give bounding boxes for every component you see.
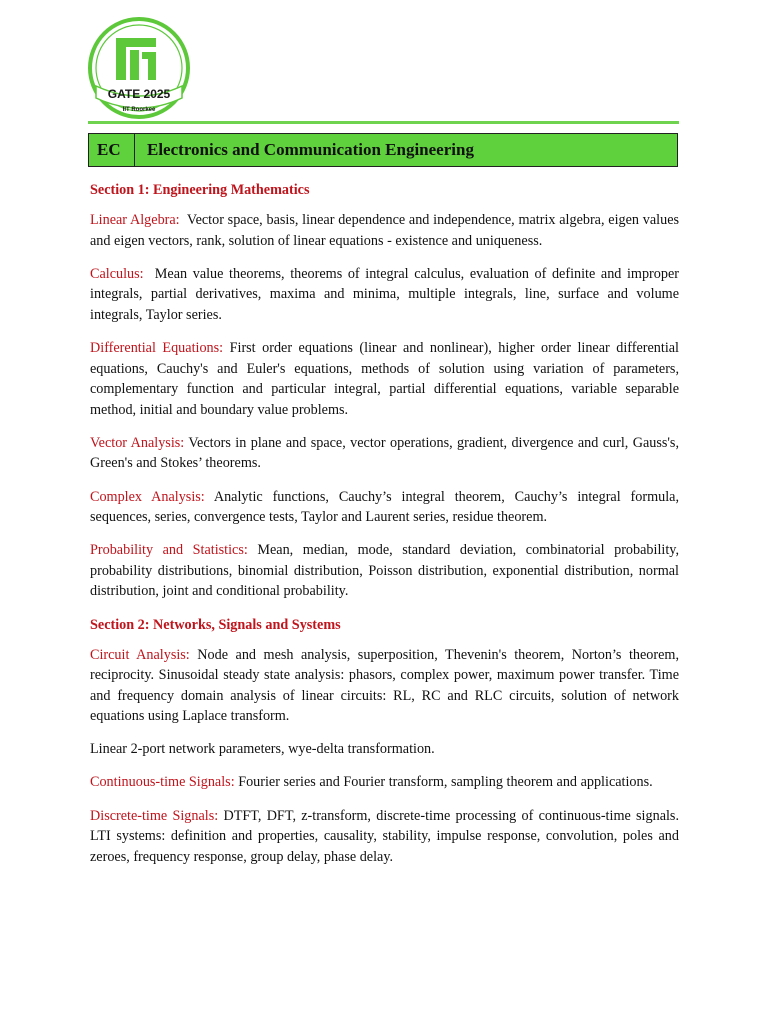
topic-body: Mean, median, mode, standard deviation, combinatorial probability, probability distributions, binomial distribution, Poisson distribution, exponential distribution, normal distribution, joint and conditional probability. — [90, 542, 679, 600]
topic-body: DTFT, DFT, z-transform, discrete-time processing of continuous-time signals. LTI systems: definition and properties, causality, stability, impulse response, convolution, poles and zeroes, frequency response, group delay, phase delay. — [90, 807, 679, 865]
syllabus-item — [90, 540, 679, 602]
syllabus-item — [90, 487, 679, 528]
gate-logo — [86, 14, 192, 122]
syllabus-item — [90, 210, 683, 251]
header-rule — [88, 121, 679, 124]
topic-body: Vectors in plane and space, vector operations, gradient, divergence and curl, Gauss's, Green's and Stokes’ theorems. — [90, 434, 679, 472]
topic-body: Node and mesh analysis, superposition, Thevenin's theorem, Norton’s theorem, reciprocity. Sinusoidal steady state analysis: phasors, complex power, maximum power transfer. Time and frequency domain analysis of linear circuits: RL, RC and RLC circuits, solution of network equations using Laplace transform. — [90, 646, 680, 725]
paper-code: EC — [89, 134, 135, 166]
topic-label: Calculus: — [90, 265, 144, 282]
logo-text: GATE 2025 — [107, 87, 171, 101]
section-1-heading: Section 1: Engineering Mathematics — [90, 182, 310, 198]
topic-body: Fourier series and Fourier transform, sampling theorem and applications. — [234, 774, 653, 791]
topic-body: First order equations (linear and nonlinear), higher order linear differential equations, Cauchy's and Euler's equations, methods of solution using variation of parameters, complementary function and particular integral, partial differential equations, variable separable method, initial and boundary value problems. — [90, 339, 679, 418]
topic-body: Linear 2-port network parameters, wye-delta transformation. — [90, 741, 435, 758]
topic-label: Continuous-time Signals: — [90, 774, 235, 791]
syllabus-content — [90, 180, 683, 880]
syllabus-item — [90, 772, 679, 793]
syllabus-item — [90, 739, 679, 760]
topic-label: Discrete-time Signals: — [90, 807, 219, 824]
topic-label: Vector Analysis: — [90, 434, 185, 451]
topic-body: Mean value theorems, theorems of integral calculus, evaluation of definite and improper integrals, partial derivatives, maxima and minima, multiple integrals, line, surface and volume integrals, Taylor series. — [90, 265, 683, 323]
syllabus-item — [90, 806, 679, 868]
topic-body: Vector space, basis, linear dependence and independence, matrix algebra, eigen values and eigen vectors, rank, solution of linear equations - existence and uniqueness. — [90, 212, 683, 249]
section-2-heading: Section 2: Networks, Signals and Systems — [90, 616, 341, 633]
topic-label: Complex Analysis: — [90, 488, 205, 505]
logo-subtext: IIT Roorkee — [122, 107, 156, 113]
topic-label: Probability and Statistics: — [90, 542, 248, 559]
topic-body: Analytic functions, Cauchy’s integral theorem, Cauchy’s integral formula, sequences, series, convergence tests, Taylor and Laurent series, residue theorem. — [90, 488, 680, 526]
topic-label: Circuit Analysis: — [90, 646, 190, 663]
syllabus-item — [90, 645, 679, 727]
paper-name: Electronics and Communication Engineering — [147, 140, 474, 159]
syllabus-item — [90, 338, 679, 420]
topic-label: Linear Algebra: — [90, 212, 180, 228]
syllabus-item — [90, 264, 683, 326]
syllabus-item — [90, 433, 679, 474]
paper-title-box — [88, 133, 678, 167]
topic-label: Differential Equations: — [90, 339, 224, 356]
